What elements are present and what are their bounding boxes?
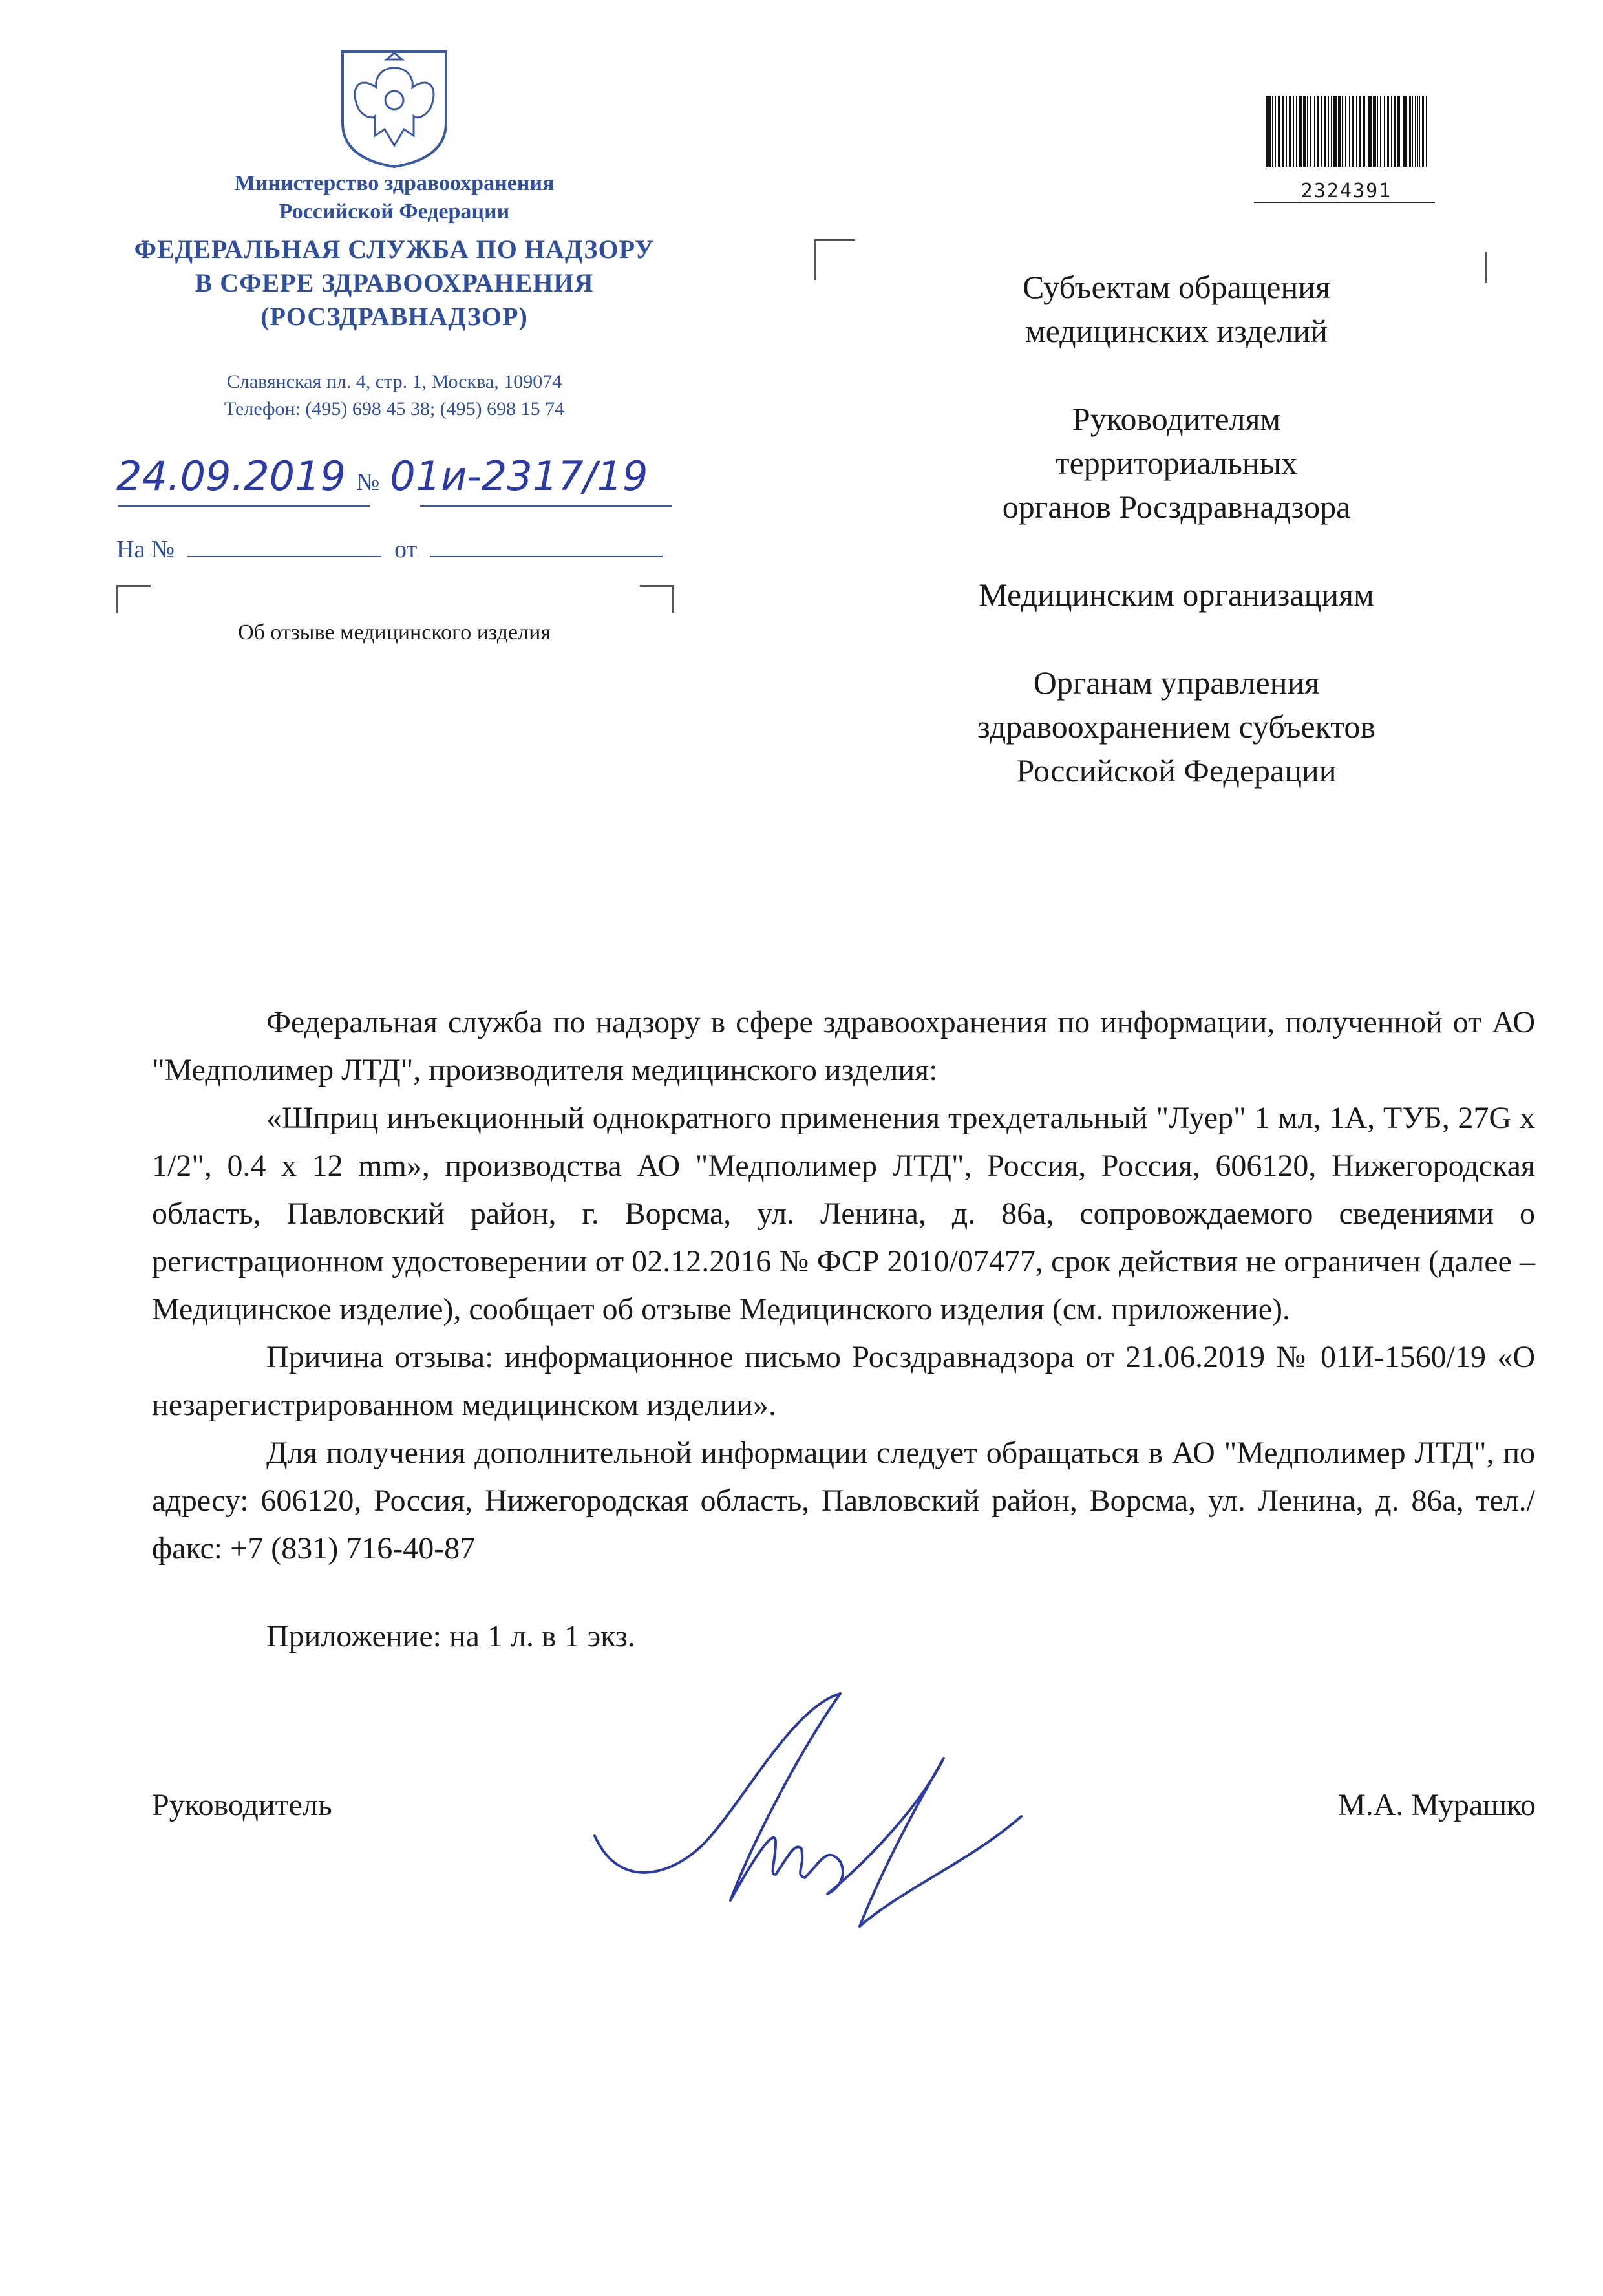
from-label: от xyxy=(394,536,418,563)
address-corner-mark-right xyxy=(1485,252,1487,283)
barcode-bar xyxy=(1417,96,1418,167)
barcode-bar xyxy=(1380,96,1381,167)
barcode-bar xyxy=(1331,96,1332,167)
reference-line xyxy=(116,530,698,569)
barcode-bar xyxy=(1422,96,1424,167)
barcode-bar xyxy=(1279,96,1280,167)
addressee-group xyxy=(892,397,1461,529)
ref-label: На № xyxy=(116,536,175,563)
barcode-bar xyxy=(1282,96,1284,167)
service-line-2: В СФЕРЕ ЗДРАВООХРАНЕНИЯ xyxy=(195,268,594,297)
ref-date-blank xyxy=(430,537,663,557)
ministry-line-2: Российской Федерации xyxy=(279,200,510,224)
body-paragraph: «Шприц инъекционный однократного применения трехдетальный "Луер" 1 мл, 1А, ТУБ, 27G x 1/2", 0.4 x 12 mm», производства АО "Медполимер ЛТД", Россия, Россия, 606120, Нижегородская область, Павловский район, г. Ворсма, ул. Ленина, д. 86а, сопровождаемого сведениями о регистрационном удостоверении от 02.12.2016 № ФСР 2010/07477, срок действия не ограничен (далее – Медицинское изделие), сообщает об отзыве Медицинского изделия (см. приложение). xyxy=(152,1101,1535,1326)
barcode-bar xyxy=(1339,96,1341,167)
barcode-bar xyxy=(1272,96,1273,167)
date-underline xyxy=(118,505,370,507)
barcode-bar xyxy=(1349,96,1350,167)
signer-position: Руководитель xyxy=(152,1788,332,1822)
registration-line xyxy=(116,452,737,524)
barcode-number: 2324391 xyxy=(1300,180,1392,202)
registration-date: 24.09.2019 xyxy=(116,452,346,500)
addressee-line: Субъектам обращения xyxy=(1023,269,1330,305)
addressee-block xyxy=(892,265,1461,836)
barcode-bar xyxy=(1374,96,1376,167)
barcode-bar xyxy=(1373,96,1374,167)
letter-subject: Об отзыве медицинского изделия xyxy=(238,621,551,644)
addressee-line: Российской Федерации xyxy=(1016,752,1337,789)
addressee-group xyxy=(892,265,1461,353)
letter-body xyxy=(152,999,1535,1573)
coat-of-arms-emblem xyxy=(336,39,452,168)
service-line-3: (РОСЗДРАВНАДЗОР) xyxy=(260,302,528,331)
barcode-bar xyxy=(1352,96,1354,167)
corner-mark-left xyxy=(116,585,151,613)
barcode-bar xyxy=(1303,96,1304,167)
address-line: Славянская пл. 4, стр. 1, Москва, 109074 xyxy=(226,371,562,392)
body-paragraph: Федеральная служба по надзору в сфере здравоохранения по информации, полученной от АО "Медполимер ЛТД", производителя медицинского изделия: xyxy=(152,1005,1535,1087)
barcode-bar xyxy=(1324,96,1326,167)
addressee-line: медицинских изделий xyxy=(1024,313,1328,349)
barcode-bar xyxy=(1394,96,1396,167)
addressee-group xyxy=(892,573,1461,617)
service-address xyxy=(116,368,672,423)
service-name xyxy=(84,233,705,334)
barcode-bar xyxy=(1370,96,1372,167)
barcode-bar xyxy=(1412,96,1413,167)
phone-line: Телефон: (495) 698 45 38; (495) 698 15 74 xyxy=(224,398,565,420)
addressee-line: здравоохранением субъектов xyxy=(977,708,1376,745)
ref-number-blank xyxy=(187,537,381,557)
barcode-rule xyxy=(1254,202,1435,203)
barcode-bar xyxy=(1364,96,1365,167)
barcode-bar xyxy=(1307,96,1308,167)
body-paragraph: Причина отзыва: информационное письмо Росздравнадзора от 21.06.2019 № 01И-1560/19 «О незарегистрированном медицинском изделии». xyxy=(152,1340,1535,1422)
barcode-bar xyxy=(1269,96,1271,167)
barcode-bar xyxy=(1304,96,1306,167)
registration-number: 01и-2317/19 xyxy=(390,452,648,500)
addressee-line: Руководителям xyxy=(1072,401,1281,437)
barcode-bar xyxy=(1278,96,1279,167)
barcode-bar xyxy=(1335,96,1337,167)
barcode-bar xyxy=(1426,96,1427,167)
barcode-bar xyxy=(1345,96,1346,167)
barcode-bar xyxy=(1289,96,1291,167)
corner-mark-right xyxy=(640,585,674,613)
barcode-bar xyxy=(1266,96,1268,167)
barcode-bar xyxy=(1359,96,1361,167)
service-line-1: ФЕДЕРАЛЬНАЯ СЛУЖБА ПО НАДЗОРУ xyxy=(134,235,655,264)
barcode-bar xyxy=(1321,96,1322,167)
ministry-name xyxy=(116,169,672,226)
number-underline xyxy=(420,505,672,507)
barcode-bar xyxy=(1399,96,1400,167)
barcode-bar xyxy=(1384,96,1385,167)
barcode-bar xyxy=(1391,96,1392,167)
barcode-bar xyxy=(1314,96,1315,167)
barcode-bar xyxy=(1415,96,1416,167)
barcode-bar xyxy=(1299,96,1300,167)
barcode-bar xyxy=(1317,96,1319,167)
barcode-bar xyxy=(1293,96,1294,167)
barcode-bar xyxy=(1275,96,1276,167)
barcode-bar xyxy=(1328,96,1329,167)
barcode-bar xyxy=(1268,96,1269,167)
signer-name: М.А. Мурашко xyxy=(1338,1788,1536,1822)
barcode-bar xyxy=(1405,96,1407,167)
addressee-group xyxy=(892,661,1461,792)
barcode-bar xyxy=(1356,96,1357,167)
barcode-bar xyxy=(1342,96,1343,167)
handwritten-signature xyxy=(582,1681,1034,1952)
barcode-bar xyxy=(1338,96,1339,167)
ministry-line-1: Министерство здравоохранения xyxy=(234,171,555,195)
addressee-line: Органам управления xyxy=(1033,664,1320,701)
barcode-bar xyxy=(1403,96,1405,167)
barcode-bar xyxy=(1310,96,1311,167)
barcode-bar xyxy=(1397,96,1399,167)
barcode-bar xyxy=(1377,96,1378,167)
barcode-bar xyxy=(1409,96,1411,167)
addressee-line: органов Росздравнадзора xyxy=(1002,489,1351,525)
number-sign: № xyxy=(356,469,380,496)
address-corner-mark-left xyxy=(814,239,855,280)
barcode-bar xyxy=(1286,96,1287,167)
attachment-note: Приложение: на 1 л. в 1 экз. xyxy=(266,1619,635,1653)
body-paragraph: Для получения дополнительной информации следует обращаться в АО "Медполимер ЛТД", по адресу: 606120, Россия, Нижегородская область, Павловский район, Ворсма, ул. Ленина, д. 86а, тел./факс: +7 (831) 716-40-87 xyxy=(152,1436,1535,1566)
barcode-bar xyxy=(1363,96,1364,167)
barcode-bar xyxy=(1368,96,1370,167)
barcode-bar xyxy=(1296,96,1297,167)
barcode-bar xyxy=(1300,96,1302,167)
barcode-bar xyxy=(1387,96,1389,167)
barcode xyxy=(1266,96,1427,167)
addressee-line: территориальных xyxy=(1055,445,1298,481)
addressee-line: Медицинским организациям xyxy=(979,577,1374,613)
barcode-bar xyxy=(1333,96,1335,167)
barcode-bar xyxy=(1419,96,1420,167)
